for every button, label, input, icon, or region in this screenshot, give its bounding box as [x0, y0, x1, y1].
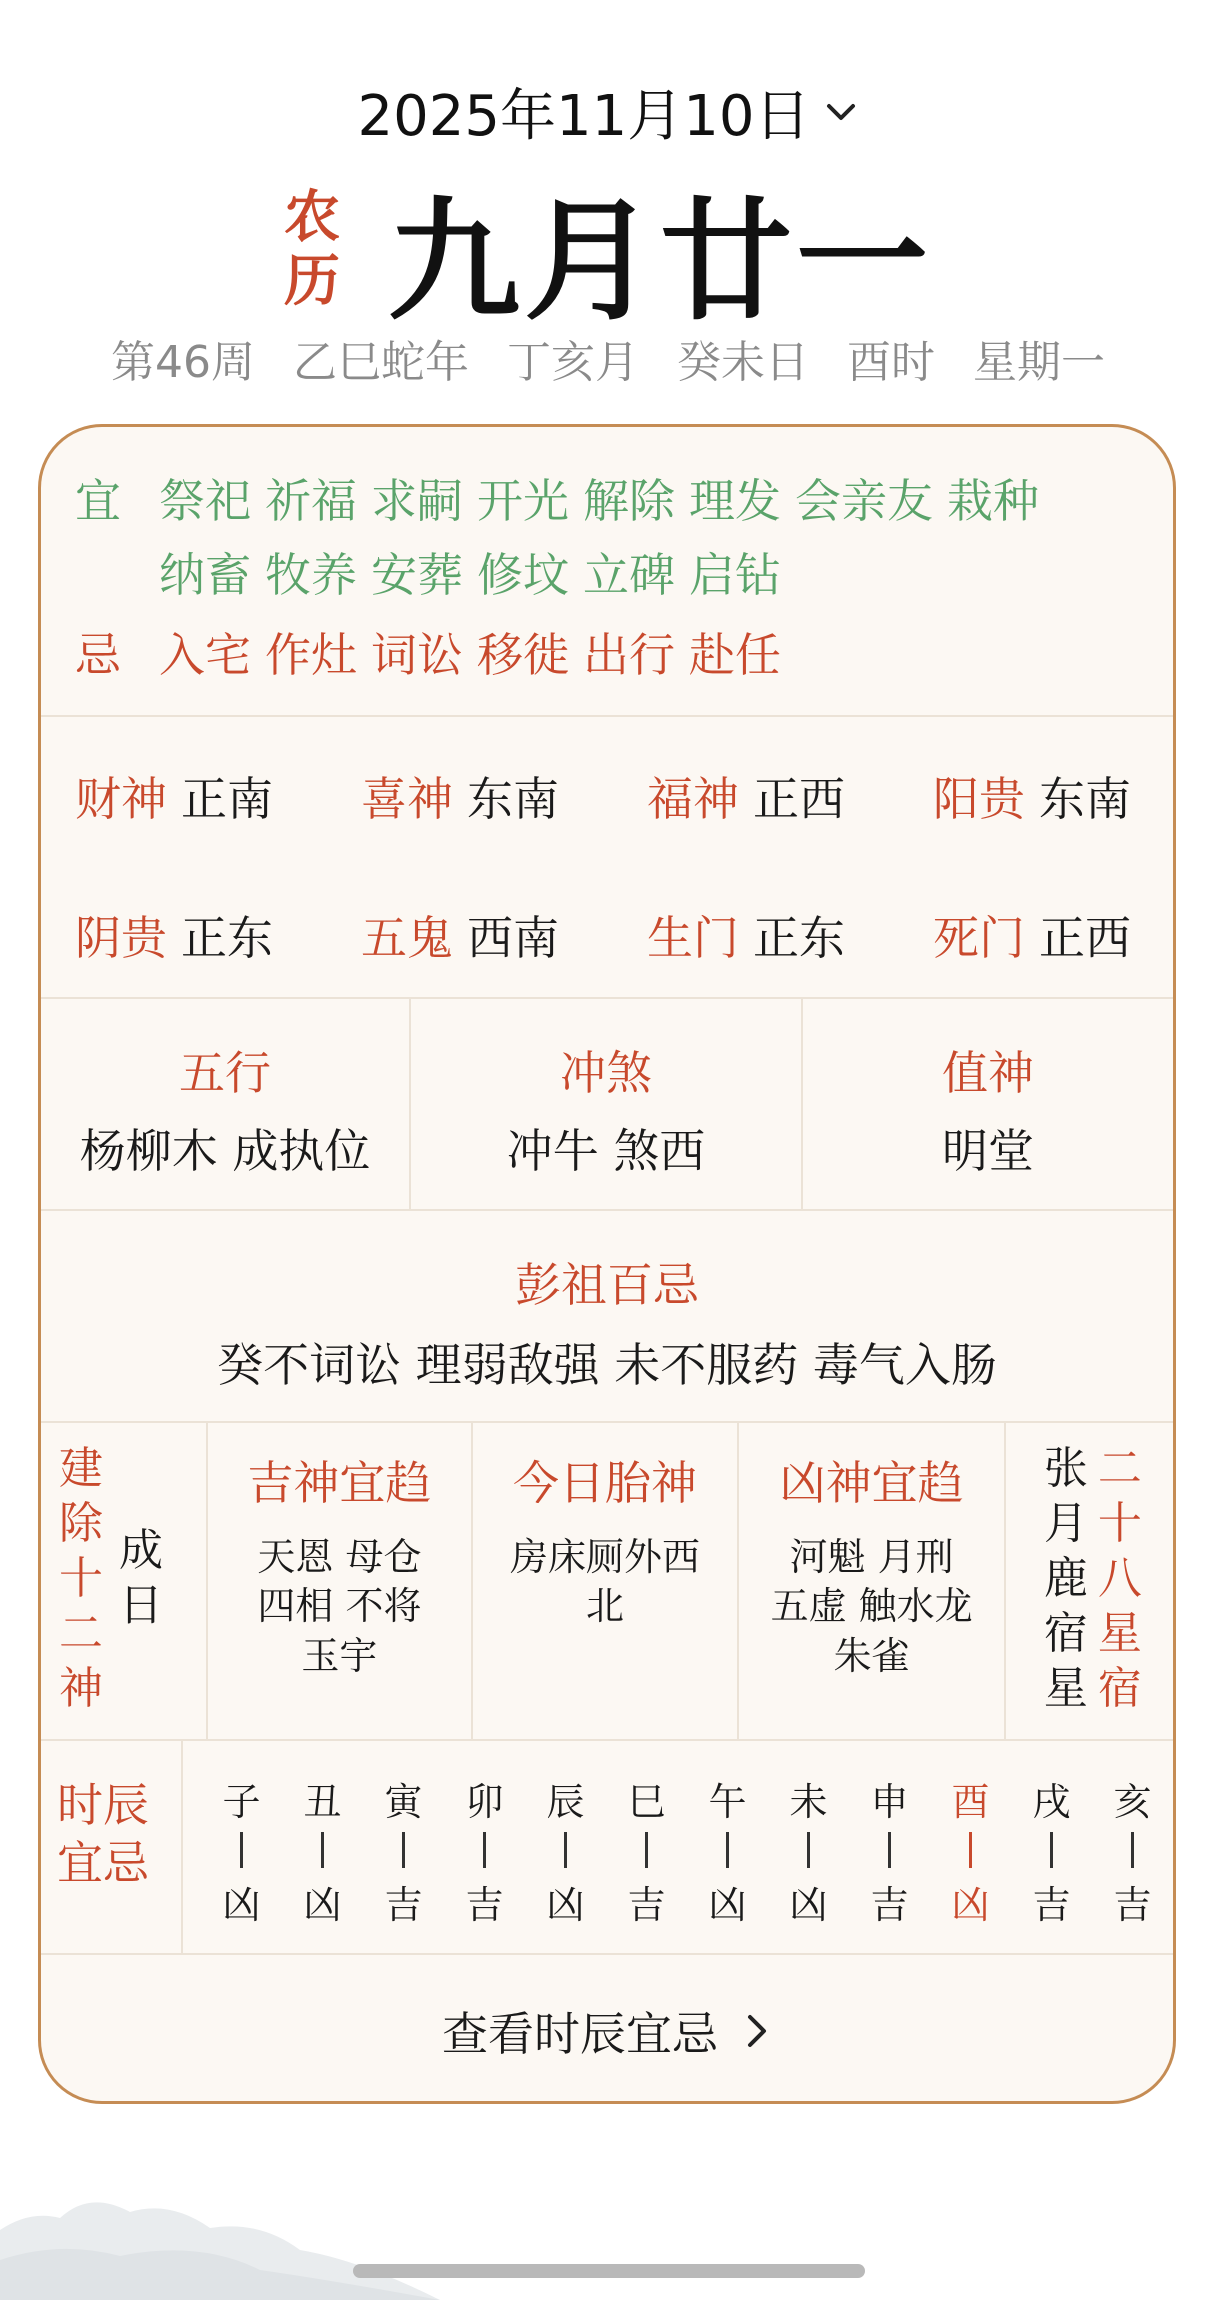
ji-row — [75, 619, 1139, 685]
yiji-item: 祭祀 — [159, 474, 251, 528]
hour-luck: 吉 — [870, 1883, 909, 1927]
year-ganzhi: 乙巳蛇年 — [293, 337, 469, 388]
hour-name: 卯 — [465, 1780, 504, 1824]
hour-divider — [564, 1832, 567, 1868]
hour-divider — [726, 1832, 729, 1868]
zhishen-cell: 值神 明堂 — [941, 1046, 1034, 1178]
yiji-item: 求嗣 — [371, 474, 463, 528]
hour-item[interactable] — [1011, 1741, 1092, 1953]
hour-divider — [1131, 1832, 1134, 1868]
hour-item[interactable] — [363, 1741, 444, 1953]
hour-luck: 凶 — [951, 1883, 990, 1927]
hour-divider — [483, 1832, 486, 1868]
yiji-item: 栽种 — [947, 474, 1039, 528]
hour-item[interactable] — [768, 1741, 849, 1953]
yiji-item: 启钻 — [689, 548, 781, 602]
yi-ji-section — [41, 427, 1173, 717]
yiji-item: 立碑 — [583, 548, 675, 602]
home-indicator[interactable] — [353, 2264, 865, 2278]
hour-name: 午 — [708, 1780, 747, 1824]
hour-luck: 吉 — [1113, 1883, 1152, 1927]
lunar-date: 九月廿一 — [388, 185, 932, 339]
yiji-item: 祈福 — [265, 474, 357, 528]
god-item: 生门 正东 — [647, 911, 845, 965]
chongsha-cell: 冲煞 冲牛 煞西 — [411, 999, 803, 1209]
hour-name: 申 — [870, 1780, 909, 1824]
chevron-down-icon[interactable] — [823, 94, 859, 130]
hour-luck: 凶 — [708, 1883, 747, 1927]
wuxing-chongsha-zhishen — [41, 999, 1173, 1211]
yiji-item: 入宅 — [159, 628, 251, 682]
god-item: 阳贵 东南 — [933, 772, 1131, 826]
hour-divider — [888, 1832, 891, 1868]
hour-item[interactable] — [282, 1741, 363, 1953]
hour-divider — [969, 1832, 972, 1868]
pengzu-title: 彭祖百忌 — [515, 1258, 699, 1312]
yiji-item: 开光 — [477, 474, 569, 528]
lunar-date-row — [0, 155, 1216, 345]
hour-name: 辰 — [546, 1780, 585, 1824]
ink-mountain-decoration — [0, 2170, 440, 2300]
hour-item[interactable] — [444, 1741, 525, 1953]
yiji-item: 会亲友 — [795, 474, 933, 528]
yiji-item: 安葬 — [371, 548, 463, 602]
taishen-cell: 今日胎神 房床厕外西 北 — [473, 1423, 740, 1739]
yiji-item: 理发 — [689, 474, 781, 528]
jianchu-label: 建 除 十 二 神 — [59, 1443, 103, 1714]
hour-luck: 吉 — [384, 1883, 423, 1927]
xiusu-label: 二 十 八 星 宿 — [1097, 1443, 1142, 1714]
gods-direction-section — [41, 717, 1173, 999]
hour-divider — [1050, 1832, 1053, 1868]
hour-ganzhi: 酉时 — [847, 337, 935, 388]
view-hours-label[interactable]: 查看时辰宜忌 — [442, 2007, 718, 2061]
yiji-item: 移徙 — [477, 628, 569, 682]
yiji-item: 出行 — [583, 628, 675, 682]
hours-list — [183, 1741, 1173, 1953]
hour-item[interactable] — [687, 1741, 768, 1953]
hour-divider — [402, 1832, 405, 1868]
god-item: 阴贵 正东 — [75, 911, 273, 965]
jishen-cell: 吉神宜趋 天恩 母仓 四相 不将 玉宇 — [208, 1423, 473, 1739]
yiji-item: 词讼 — [371, 628, 463, 682]
hour-item[interactable] — [201, 1741, 282, 1953]
xiusu-cell — [1006, 1423, 1173, 1739]
pengzu-section — [41, 1211, 1173, 1423]
hour-divider — [321, 1832, 324, 1868]
yiji-item: 作灶 — [265, 628, 357, 682]
god-item: 福神 正西 — [647, 772, 845, 826]
hour-item[interactable] — [525, 1741, 606, 1953]
yiji-item: 纳畜 — [159, 548, 251, 602]
god-item: 五鬼 西南 — [361, 911, 559, 965]
god-item: 死门 正西 — [933, 911, 1131, 965]
yiji-item: 赴任 — [689, 628, 781, 682]
hour-name: 未 — [789, 1780, 828, 1824]
wuxing-cell: 五行 杨柳木 成执位 — [41, 999, 411, 1209]
hour-item[interactable] — [930, 1741, 1011, 1953]
hour-luck: 吉 — [627, 1883, 666, 1927]
hour-item[interactable] — [849, 1741, 930, 1953]
yi-label: 宜 — [75, 474, 121, 528]
hour-luck: 凶 — [222, 1883, 261, 1927]
ji-label: 忌 — [75, 628, 121, 682]
hours-label: 时辰 宜忌 — [41, 1741, 183, 1953]
god-item: 喜神 东南 — [361, 772, 559, 826]
hour-luck: 吉 — [1032, 1883, 1071, 1927]
hour-name: 子 — [222, 1780, 261, 1824]
hour-luck: 凶 — [789, 1883, 828, 1927]
yiji-item: 修坟 — [477, 548, 569, 602]
month-ganzhi: 丁亥月 — [507, 337, 639, 388]
date-selector[interactable] — [0, 72, 1216, 152]
nongli-label: 农 历 — [284, 184, 340, 314]
five-column-section — [41, 1423, 1173, 1741]
jianchu-cell — [41, 1423, 208, 1739]
view-hours-link[interactable] — [41, 1955, 1173, 2104]
yiji-item: 牧养 — [265, 548, 357, 602]
jianchu-value: 成 日 — [119, 1525, 163, 1631]
hour-divider — [645, 1832, 648, 1868]
hour-luck: 凶 — [546, 1883, 585, 1927]
xiusu-value: 张 月 鹿 宿 星 — [1043, 1443, 1088, 1714]
ji-items — [159, 619, 1139, 685]
yi-row — [75, 465, 1139, 605]
hours-section — [41, 1741, 1173, 1955]
hour-name: 巳 — [627, 1780, 666, 1824]
hour-luck: 吉 — [465, 1883, 504, 1927]
day-ganzhi: 癸未日 — [677, 337, 809, 388]
hour-item[interactable] — [1092, 1741, 1173, 1953]
xiongshen-cell: 凶神宜趋 河魁 月刑 五虚 触水龙 朱雀 — [739, 1423, 1006, 1739]
hour-item[interactable] — [606, 1741, 687, 1953]
week-number: 第46周 — [111, 337, 255, 388]
date-sub-info — [0, 326, 1216, 390]
hour-name: 寅 — [384, 1780, 423, 1824]
hour-name: 酉 — [951, 1780, 990, 1824]
hour-luck: 凶 — [303, 1883, 342, 1927]
solar-date[interactable]: 2025年11月10日 — [357, 84, 811, 149]
hour-divider — [240, 1832, 243, 1868]
chevron-right-icon[interactable] — [744, 2011, 772, 2051]
yi-items — [159, 465, 1139, 605]
hour-name: 戌 — [1032, 1780, 1071, 1824]
hour-name: 亥 — [1113, 1780, 1152, 1824]
hour-divider — [807, 1832, 810, 1868]
almanac-card — [38, 424, 1176, 2104]
weekday: 星期一 — [973, 337, 1105, 388]
pengzu-text: 癸不词讼 理弱敌强 未不服药 毒气入肠 — [217, 1338, 997, 1392]
hour-name: 丑 — [303, 1780, 342, 1824]
god-item: 财神 正南 — [75, 772, 273, 826]
yiji-item: 解除 — [583, 474, 675, 528]
